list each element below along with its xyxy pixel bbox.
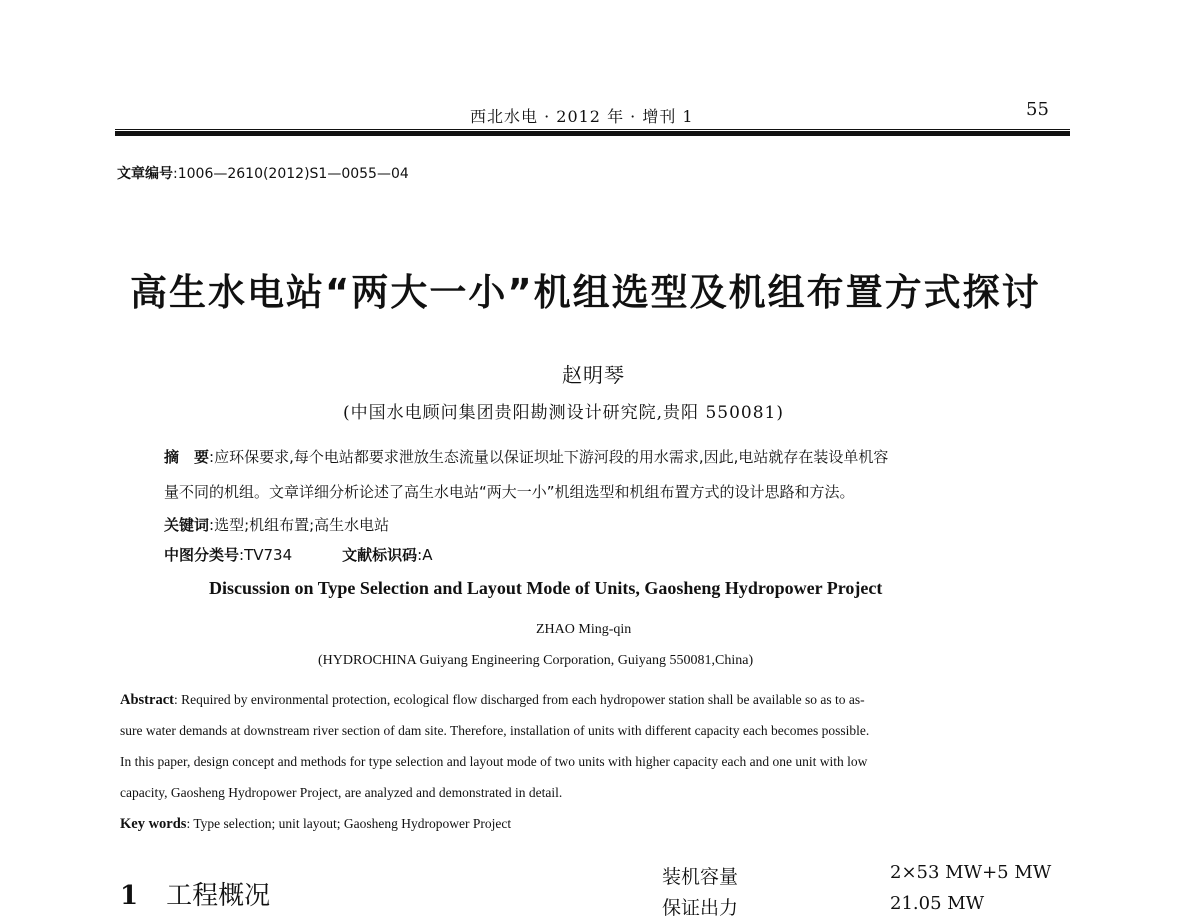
english-keywords-text: : Type selection; unit layout; Gaosheng Hydropower Project	[186, 816, 512, 831]
section-heading	[120, 875, 270, 912]
clc-value: :TV734	[239, 546, 293, 564]
classification-line	[164, 544, 432, 565]
english-abstract-line-1	[120, 692, 865, 709]
running-header: 西北水电 · 2012 年 · 增刊 1	[470, 107, 694, 126]
spec-value-firm-output: 21.05 MW	[890, 893, 985, 914]
header-rule-thick	[115, 131, 1070, 136]
chinese-author: 赵明琴	[562, 363, 625, 387]
english-abstract-text-1: : Required by environmental protection, ecological flow discharged from each hydropower station shall be available so as to as-	[173, 692, 865, 707]
article-number	[117, 163, 409, 183]
doc-code-value: :A	[417, 546, 433, 564]
section-number: 1	[120, 881, 139, 911]
spec-label-firm-output: 保证出力	[662, 897, 739, 919]
chinese-keywords-label: 关键词	[164, 516, 210, 534]
english-keywords	[120, 816, 511, 833]
chinese-abstract-text-1: :应环保要求,每个电站都要求泄放生态流量以保证坝址下游河段的用水需求,因此,电站就存在装设单机容	[209, 448, 889, 466]
chinese-affiliation: (中国水电顾问集团贵阳勘测设计研究院,贵阳 550081)	[343, 403, 784, 423]
chinese-keywords-text: :选型;机组布置;高生水电站	[209, 516, 390, 534]
chinese-title: 高生水电站“两大一小”机组选型及机组布置方式探讨	[130, 271, 1041, 314]
spec-label-installed-capacity: 装机容量	[662, 866, 739, 888]
spec-value-installed-capacity: 2×53 MW+5 MW	[890, 862, 1052, 883]
clc-label: 中图分类号	[164, 546, 240, 564]
english-abstract-line-2: sure water demands at downstream river section of dam site. Therefore, installation of units with different capacity each becomes possible.	[120, 723, 870, 738]
english-keywords-label: Key words	[120, 816, 187, 832]
doc-code-label: 文献标识码	[342, 546, 418, 564]
english-abstract-label: Abstract	[120, 692, 174, 708]
english-abstract-line-4: capacity, Gaosheng Hydropower Project, are analyzed and demonstrated in detail.	[120, 785, 563, 800]
header-rule-thin	[115, 129, 1070, 130]
chinese-abstract-line-1	[164, 446, 888, 467]
page-number: 55	[1026, 99, 1049, 120]
chinese-keywords	[164, 514, 389, 535]
chinese-abstract-label: 摘 要	[164, 448, 210, 466]
article-number-value: :1006—2610(2012)S1—0055—04	[173, 166, 409, 182]
english-author: ZHAO Ming-qin	[536, 622, 632, 637]
section-title: 工程概况	[166, 881, 271, 911]
chinese-abstract-line-2: 量不同的机组。文章详细分析论述了高生水电站“两大一小”机组选型和机组布置方式的设计思路和方法。	[164, 483, 855, 501]
article-number-label: 文章编号	[117, 166, 173, 182]
english-abstract-line-3: In this paper, design concept and methods for type selection and layout mode of two units with higher capacity each and one unit with low	[120, 754, 868, 769]
english-affiliation: (HYDROCHINA Guiyang Engineering Corporation, Guiyang 550081,China)	[318, 653, 754, 668]
english-title: Discussion on Type Selection and Layout Mode of Units, Gaosheng Hydropower Project	[209, 578, 883, 598]
